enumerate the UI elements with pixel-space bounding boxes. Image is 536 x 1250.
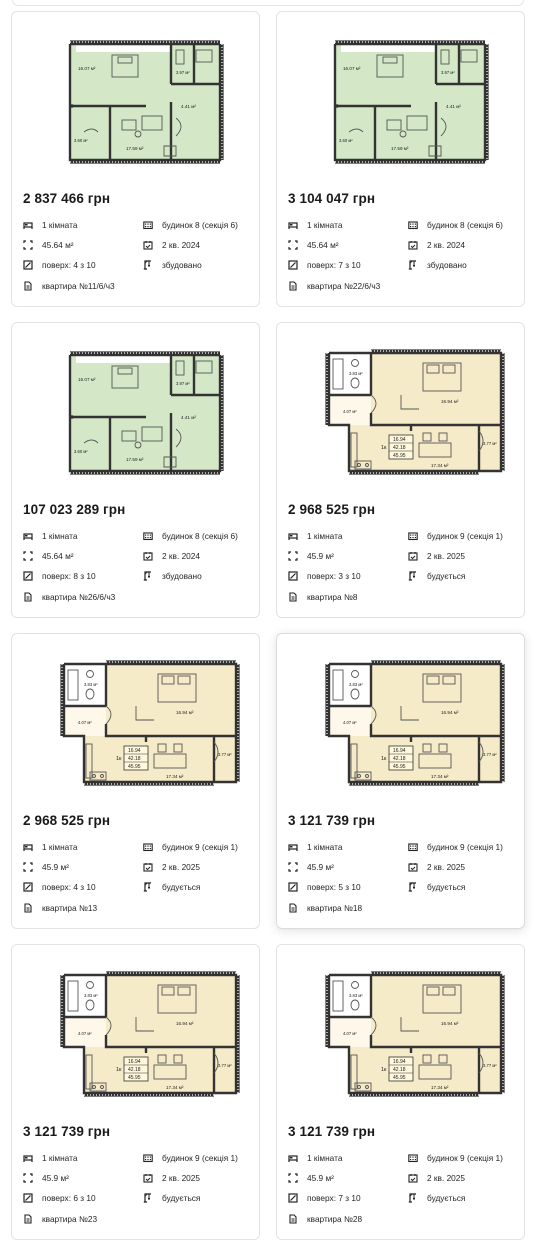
bed-icon (288, 842, 298, 852)
plan-area-label: 1к (381, 756, 387, 762)
listing-apartment (288, 591, 357, 603)
plan-area-label: 42.18 (393, 1067, 406, 1073)
listing-building-text: будинок 8 (секція 6) (162, 531, 238, 541)
listing-area-text: 45.9 м² (307, 551, 334, 561)
apartment-doc-icon (23, 1214, 33, 1224)
building-icon (408, 531, 418, 541)
building-icon (408, 842, 418, 852)
plan-area-label: 16.94 м² (441, 1021, 459, 1026)
listing-floor-text: поверх: 7 з 10 (307, 260, 361, 270)
area-icon (288, 551, 298, 561)
listing-area (288, 1172, 334, 1184)
building-icon (408, 220, 418, 230)
stairs-icon (23, 260, 33, 270)
listing-apartment-text: квартира №8 (307, 592, 358, 602)
listing-apartment-text: квартира №26/6/ч3 (42, 592, 116, 602)
plan-area-label: 4.07 м² (78, 720, 92, 725)
listing-rooms-text: 1 кімната (42, 842, 78, 852)
plan-area-label: 3.83 м² (349, 682, 363, 687)
plan-area-label: 42.18 (128, 756, 141, 762)
plan-area-label: 3.97 м² (176, 70, 190, 75)
stairs-icon (288, 260, 298, 270)
listing-apartment-text: квартира №13 (42, 903, 98, 913)
plan-area-label: 3.60 м² (74, 138, 88, 143)
listing-building-text: будинок 8 (секція 6) (427, 220, 503, 230)
listing-card[interactable] (276, 633, 525, 929)
plan-area-label: 16.94 (128, 1059, 141, 1065)
plan-area-label: 17.59 м² (126, 457, 144, 462)
bed-icon (23, 842, 33, 852)
calendar-check-icon (408, 551, 418, 561)
listing-rooms-text: 1 кімната (42, 531, 78, 541)
listing-card[interactable] (11, 322, 260, 618)
listing-floor (23, 259, 96, 271)
listing-floor-text: поверх: 3 з 10 (307, 571, 361, 581)
listing-completion-text: 2 кв. 2025 (162, 1173, 201, 1183)
listing-completion-text: 2 кв. 2024 (427, 240, 466, 250)
listing-area (23, 1172, 69, 1184)
floor-plan-drawing (26, 333, 247, 483)
bed-icon (288, 220, 298, 230)
listing-building-text: будинок 9 (секція 1) (427, 531, 503, 541)
price: 2 968 525 грн (23, 813, 111, 828)
plan-area-label: 42.18 (128, 1067, 141, 1073)
stairs-icon (23, 1193, 33, 1203)
area-icon (288, 240, 298, 250)
listing-apartment (288, 1213, 362, 1225)
plan-area-label: 1к (116, 1067, 122, 1073)
plan-area-label: 17.34 м² (431, 1085, 449, 1090)
floor-plan-image[interactable] (291, 644, 512, 794)
floor-plan-image[interactable] (26, 644, 247, 794)
stairs-icon (23, 882, 33, 892)
plan-area-label: 45.95 (393, 1075, 406, 1081)
listing-area (23, 239, 74, 251)
plan-area-label: 17.59 м² (391, 146, 409, 151)
listing-floor (288, 259, 361, 271)
plan-area-label: 17.34 м² (166, 774, 184, 779)
crane-icon (143, 882, 153, 892)
listing-floor (23, 1192, 96, 1204)
listing-completion (408, 1172, 465, 1184)
floor-plan-drawing (26, 955, 247, 1105)
listing-area-text: 45.9 м² (307, 1173, 334, 1183)
listing-floor (288, 1192, 361, 1204)
plan-area-label: 3.77 м² (483, 441, 497, 446)
listing-status (143, 881, 200, 893)
listing-floor-text: поверх: 5 з 10 (307, 882, 361, 892)
listing-card[interactable] (11, 633, 260, 929)
plan-area-label: 3.60 м² (74, 449, 88, 454)
listing-status-text: будується (427, 1193, 466, 1203)
plan-area-label: 3.97 м² (176, 381, 190, 386)
plan-area-label: 3.60 м² (339, 138, 353, 143)
listing-card[interactable] (11, 944, 260, 1240)
floor-plan-drawing (291, 644, 512, 794)
top-scroll-edge (12, 0, 524, 6)
apartment-doc-icon (23, 281, 33, 291)
plan-area-label: 3.77 м² (218, 1063, 232, 1068)
listing-rooms-text: 1 кімната (307, 220, 343, 230)
area-icon (288, 862, 298, 872)
listing-completion-text: 2 кв. 2025 (427, 862, 466, 872)
crane-icon (408, 260, 418, 270)
listing-rooms (288, 841, 342, 853)
area-icon (23, 862, 33, 872)
listing-rooms-text: 1 кімната (42, 1153, 78, 1163)
plan-area-label: 16.07 м² (78, 377, 96, 382)
listing-rooms-text: 1 кімната (307, 531, 343, 541)
plan-area-label: 4.07 м² (343, 720, 357, 725)
listing-building (408, 530, 503, 542)
listing-building (143, 841, 238, 853)
price: 107 023 289 грн (23, 502, 126, 517)
crane-icon (408, 571, 418, 581)
plan-area-label: 3.83 м² (84, 993, 98, 998)
calendar-check-icon (408, 240, 418, 250)
listing-floor-text: поверх: 6 з 10 (42, 1193, 96, 1203)
price: 2 968 525 грн (288, 502, 376, 517)
floor-plan-drawing (26, 644, 247, 794)
price: 2 837 466 грн (23, 191, 111, 206)
listing-completion (143, 1172, 200, 1184)
floor-plan-drawing (291, 22, 512, 172)
plan-area-label: 3.77 м² (218, 752, 232, 757)
listing-status-text: збудовано (427, 260, 467, 270)
listing-building (143, 219, 238, 231)
listing-area (23, 861, 69, 873)
listing-apartment (288, 902, 362, 914)
floor-plan-image[interactable] (291, 22, 512, 172)
price: 3 121 739 грн (288, 813, 376, 828)
plan-area-label: 16.94 (393, 748, 406, 754)
floor-plan-image[interactable] (26, 955, 247, 1105)
listing-status (143, 570, 202, 582)
apartment-doc-icon (23, 903, 33, 913)
floor-plan-image[interactable] (26, 22, 247, 172)
plan-area-label: 17.34 м² (166, 1085, 184, 1090)
price: 3 121 739 грн (23, 1124, 111, 1139)
building-icon (143, 1153, 153, 1163)
crane-icon (143, 571, 153, 581)
listing-building (143, 1152, 238, 1164)
plan-area-label: 16.94 м² (176, 1021, 194, 1026)
plan-area-label: 16.94 (393, 437, 406, 443)
listing-apartment-text: квартира №11/6/ч3 (42, 281, 115, 291)
apartment-doc-icon (288, 903, 298, 913)
plan-area-label: 45.95 (393, 764, 406, 770)
calendar-check-icon (143, 551, 153, 561)
listing-completion (143, 239, 200, 251)
listing-area-text: 45.9 м² (42, 1173, 69, 1183)
listing-status (143, 1192, 200, 1204)
building-icon (143, 531, 153, 541)
listing-building-text: будинок 9 (секція 1) (427, 842, 503, 852)
plan-area-label: 16.07 м² (78, 66, 96, 71)
plan-area-label: 45.95 (128, 1075, 141, 1081)
bed-icon (23, 220, 33, 230)
listing-area (288, 239, 339, 251)
crane-icon (143, 1193, 153, 1203)
bed-icon (288, 531, 298, 541)
listing-rooms (23, 219, 77, 231)
listing-building (408, 841, 503, 853)
listing-card[interactable] (276, 322, 525, 618)
listing-status-text: будується (162, 882, 201, 892)
listing-building (408, 219, 503, 231)
listing-apartment-text: квартира №28 (307, 1214, 363, 1224)
stairs-icon (288, 1193, 298, 1203)
listing-building-text: будинок 8 (секція 6) (162, 220, 238, 230)
plan-area-label: 17.59 м² (126, 146, 144, 151)
floor-plan-drawing (291, 955, 512, 1105)
listing-area (288, 550, 334, 562)
listing-floor-text: поверх: 4 з 10 (42, 882, 96, 892)
listing-building-text: будинок 9 (секція 1) (427, 1153, 503, 1163)
building-icon (408, 1153, 418, 1163)
plan-area-label: 4.07 м² (78, 1031, 92, 1036)
listing-completion-text: 2 кв. 2025 (162, 862, 201, 872)
listing-status (408, 259, 467, 271)
listing-rooms (23, 841, 77, 853)
crane-icon (143, 260, 153, 270)
plan-area-label: 16.94 м² (176, 710, 194, 715)
plan-area-label: 16.94 м² (441, 710, 459, 715)
listing-card[interactable] (276, 944, 525, 1240)
listing-status (408, 1192, 465, 1204)
stairs-icon (23, 571, 33, 581)
listing-card[interactable] (276, 11, 525, 307)
listing-status (408, 570, 465, 582)
listing-rooms (288, 1152, 342, 1164)
plan-area-label: 45.95 (393, 453, 406, 459)
plan-area-label: 16.94 (128, 748, 141, 754)
listing-building (408, 1152, 503, 1164)
listing-status-text: будується (162, 1193, 201, 1203)
bed-icon (23, 531, 33, 541)
listing-rooms (23, 530, 77, 542)
floor-plan-image[interactable] (26, 333, 247, 483)
plan-area-label: 4.07 м² (343, 1031, 357, 1036)
listing-area-text: 45.64 м² (307, 240, 339, 250)
listing-completion (408, 550, 465, 562)
plan-area-label: 17.34 м² (431, 463, 449, 468)
calendar-check-icon (408, 862, 418, 872)
listing-rooms-text: 1 кімната (307, 842, 343, 852)
plan-area-label: 1к (381, 445, 387, 451)
listing-completion (408, 861, 465, 873)
listing-card[interactable] (11, 11, 260, 307)
bed-icon (23, 1153, 33, 1163)
bed-icon (288, 1153, 298, 1163)
listing-apartment (23, 1213, 97, 1225)
listing-floor-text: поверх: 8 з 10 (42, 571, 96, 581)
listing-floor (288, 570, 361, 582)
listing-completion (143, 861, 200, 873)
area-icon (23, 1173, 33, 1183)
listing-building (143, 530, 238, 542)
listing-apartment-text: квартира №22/6/ч3 (307, 281, 381, 291)
calendar-check-icon (143, 1173, 153, 1183)
listing-apartment (23, 280, 115, 292)
listing-floor (288, 881, 361, 893)
listing-apartment (288, 280, 380, 292)
calendar-check-icon (143, 240, 153, 250)
area-icon (288, 1173, 298, 1183)
listing-floor (23, 881, 96, 893)
listing-area-text: 45.64 м² (42, 551, 74, 561)
listing-rooms-text: 1 кімната (42, 220, 78, 230)
listing-apartment (23, 902, 97, 914)
listing-area-text: 45.64 м² (42, 240, 74, 250)
listing-status-text: збудовано (162, 571, 202, 581)
listing-status-text: будується (427, 571, 466, 581)
plan-area-label: 1к (116, 756, 122, 762)
floor-plan-image[interactable] (291, 333, 512, 483)
listing-status (408, 881, 465, 893)
building-icon (143, 842, 153, 852)
listing-completion-text: 2 кв. 2024 (162, 551, 201, 561)
apartment-doc-icon (23, 592, 33, 602)
plan-area-label: 4.41 м² (181, 415, 196, 420)
stairs-icon (288, 882, 298, 892)
listing-apartment (23, 591, 115, 603)
plan-area-label: 3.83 м² (349, 993, 363, 998)
listing-building-text: будинок 9 (секція 1) (162, 1153, 238, 1163)
plan-area-label: 3.83 м² (349, 371, 363, 376)
crane-icon (408, 882, 418, 892)
listing-floor-text: поверх: 7 з 10 (307, 1193, 361, 1203)
plan-area-label: 4.41 м² (181, 104, 196, 109)
plan-area-label: 3.97 м² (441, 70, 455, 75)
listing-completion (143, 550, 200, 562)
price: 3 121 739 грн (288, 1124, 376, 1139)
listing-status (143, 259, 202, 271)
plan-area-label: 16.94 (393, 1059, 406, 1065)
apartment-doc-icon (288, 592, 298, 602)
listing-completion (408, 239, 465, 251)
plan-area-label: 4.41 м² (446, 104, 461, 109)
plan-area-label: 16.94 м² (441, 399, 459, 404)
calendar-check-icon (143, 862, 153, 872)
listing-floor-text: поверх: 4 з 10 (42, 260, 96, 270)
listing-floor (23, 570, 96, 582)
listing-status-text: збудовано (162, 260, 202, 270)
calendar-check-icon (408, 1173, 418, 1183)
listing-completion-text: 2 кв. 2025 (427, 1173, 466, 1183)
listing-rooms (23, 1152, 77, 1164)
apartment-doc-icon (288, 1214, 298, 1224)
plan-area-label: 4.07 м² (343, 409, 357, 414)
listing-area-text: 45.9 м² (42, 862, 69, 872)
plan-area-label: 45.95 (128, 764, 141, 770)
apartment-doc-icon (288, 281, 298, 291)
floor-plan-drawing (26, 22, 247, 172)
plan-area-label: 3.77 м² (483, 1063, 497, 1068)
price: 3 104 047 грн (288, 191, 376, 206)
building-icon (143, 220, 153, 230)
stairs-icon (288, 571, 298, 581)
area-icon (23, 551, 33, 561)
plan-area-label: 3.77 м² (483, 752, 497, 757)
floor-plan-drawing (291, 333, 512, 483)
plan-area-label: 3.83 м² (84, 682, 98, 687)
listing-completion-text: 2 кв. 2024 (162, 240, 201, 250)
area-icon (23, 240, 33, 250)
listing-rooms (288, 219, 342, 231)
plan-area-label: 16.07 м² (343, 66, 361, 71)
listing-apartment-text: квартира №23 (42, 1214, 98, 1224)
listing-area (288, 861, 334, 873)
listing-apartment-text: квартира №18 (307, 903, 363, 913)
plan-area-label: 42.18 (393, 445, 406, 451)
listing-area (23, 550, 74, 562)
plan-area-label: 17.34 м² (431, 774, 449, 779)
plan-area-label: 1к (381, 1067, 387, 1073)
crane-icon (408, 1193, 418, 1203)
listing-building-text: будинок 9 (секція 1) (162, 842, 238, 852)
listing-completion-text: 2 кв. 2025 (427, 551, 466, 561)
plan-area-label: 42.18 (393, 756, 406, 762)
listing-status-text: будується (427, 882, 466, 892)
floor-plan-image[interactable] (291, 955, 512, 1105)
listing-rooms (288, 530, 342, 542)
listing-rooms-text: 1 кімната (307, 1153, 343, 1163)
listing-area-text: 45.9 м² (307, 862, 334, 872)
